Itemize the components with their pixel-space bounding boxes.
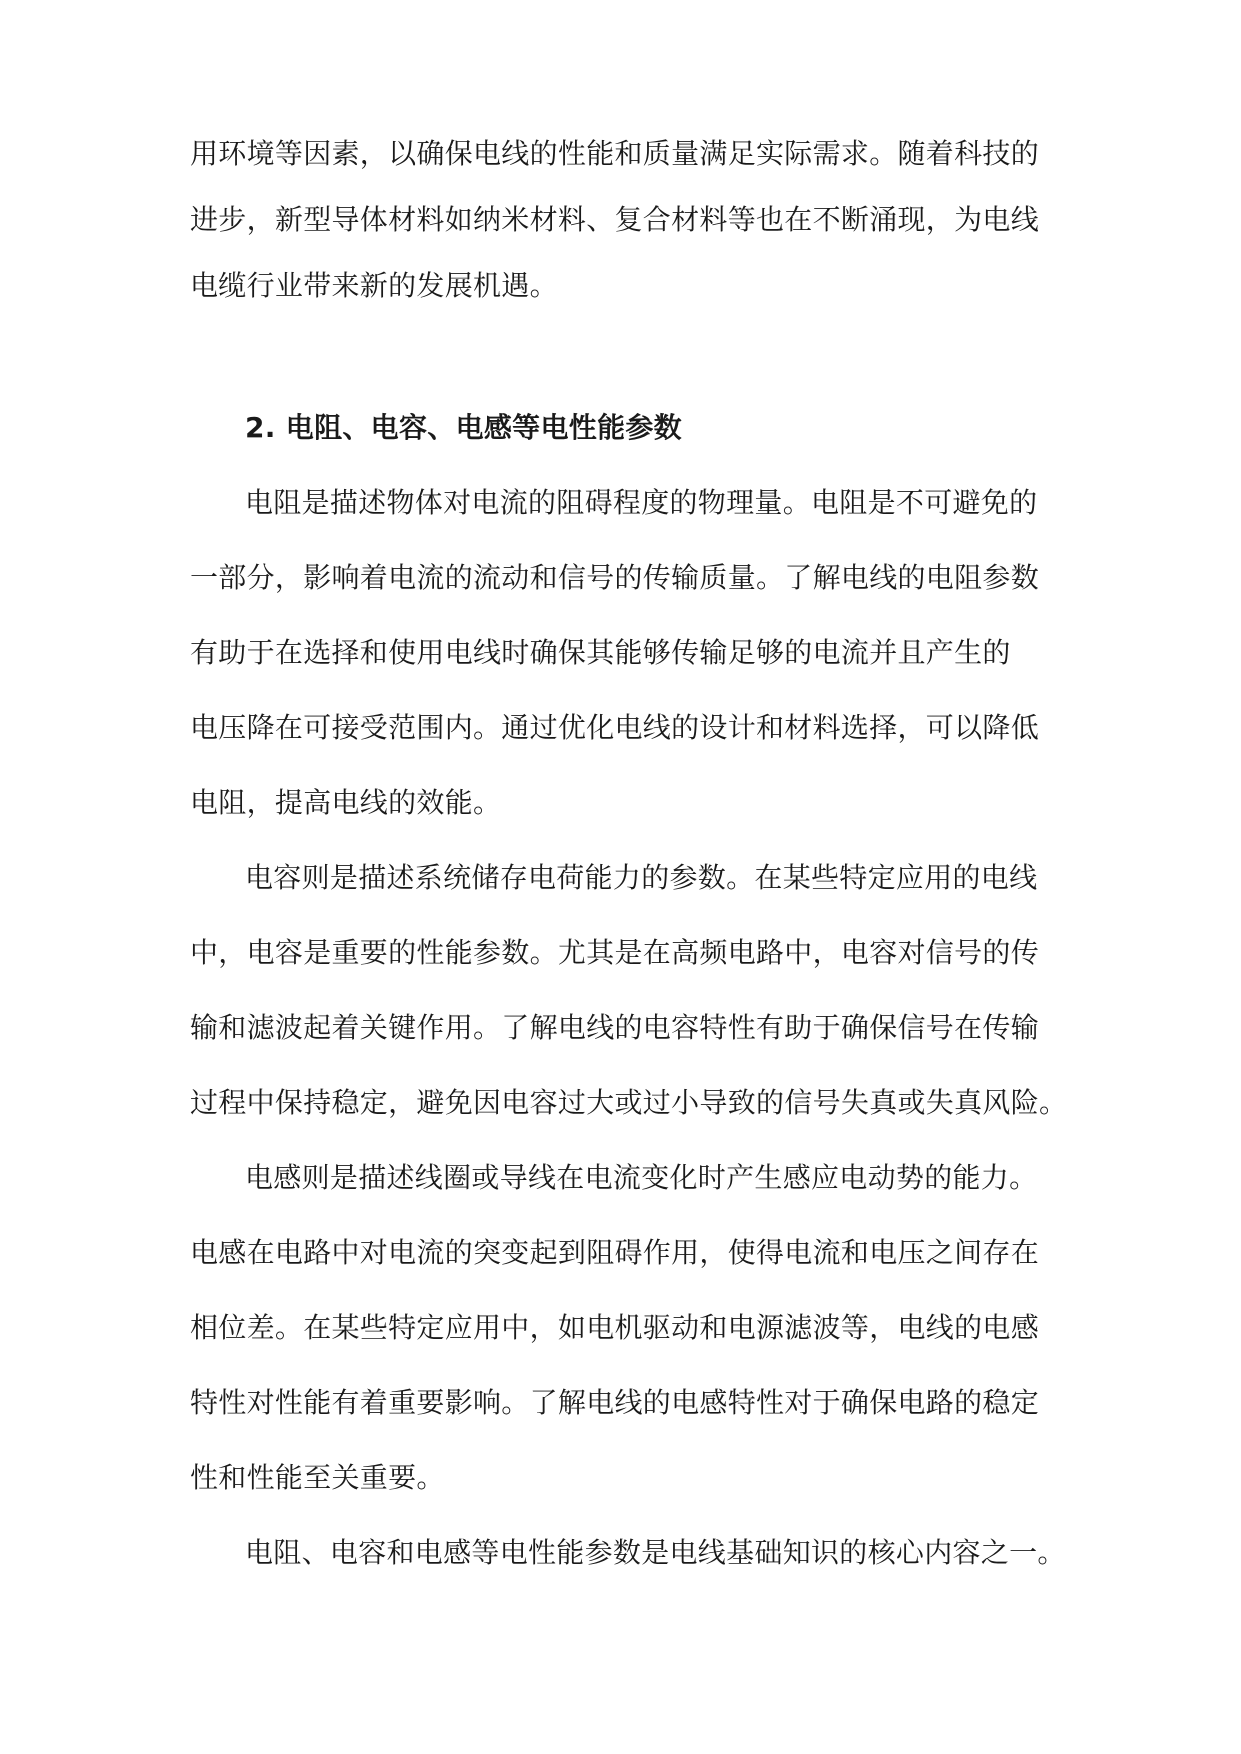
resistance-line-3: 有助于在选择和使用电线时确保其能够传输足够的电流并且产生的 [190,636,1011,669]
summary-line-1: 电阻、电容和电感等电性能参数是电线基础知识的核心内容之一。 [245,1536,1066,1569]
inductance-line-1: 电感则是描述线圈或导线在电流变化时产生感应电动势的能力。 [245,1161,1038,1194]
capacitance-line-4: 过程中保持稳定，避免因电容过大或过小导致的信号失真或失真风险。 [190,1086,1068,1119]
resistance-line-1: 电阻是描述物体对电流的阻碍程度的物理量。电阻是不可避免的 [245,486,1038,519]
section-heading: 2. 电阻、电容、电感等电性能参数 [245,411,682,444]
intro-line-1: 用环境等因素，以确保电线的性能和质量满足实际需求。随着科技的 [190,137,1040,170]
intro-line-3: 电缆行业带来新的发展机遇。 [190,269,558,302]
intro-line-2: 进步，新型导体材料如纳米材料、复合材料等也在不断涌现，为电线 [190,203,1040,236]
inductance-line-2: 电感在电路中对电流的突变起到阻碍作用，使得电流和电压之间存在 [190,1236,1040,1269]
inductance-line-4: 特性对性能有着重要影响。了解电线的电感特性对于确保电路的稳定 [190,1386,1040,1419]
capacitance-line-2: 中，电容是重要的性能参数。尤其是在高频电路中，电容对信号的传 [190,936,1040,969]
capacitance-line-3: 输和滤波起着关键作用。了解电线的电容特性有助于确保信号在传输 [190,1011,1040,1044]
resistance-line-4: 电压降在可接受范围内。通过优化电线的设计和材料选择，可以降低 [190,711,1040,744]
resistance-line-2: 一部分，影响着电流的流动和信号的传输质量。了解电线的电阻参数 [190,561,1040,594]
inductance-line-5: 性和性能至关重要。 [190,1461,445,1494]
inductance-line-3: 相位差。在某些特定应用中，如电机驱动和电源滤波等，电线的电感 [190,1311,1040,1344]
resistance-line-5: 电阻，提高电线的效能。 [190,786,502,819]
capacitance-line-1: 电容则是描述系统储存电荷能力的参数。在某些特定应用的电线 [245,861,1038,894]
